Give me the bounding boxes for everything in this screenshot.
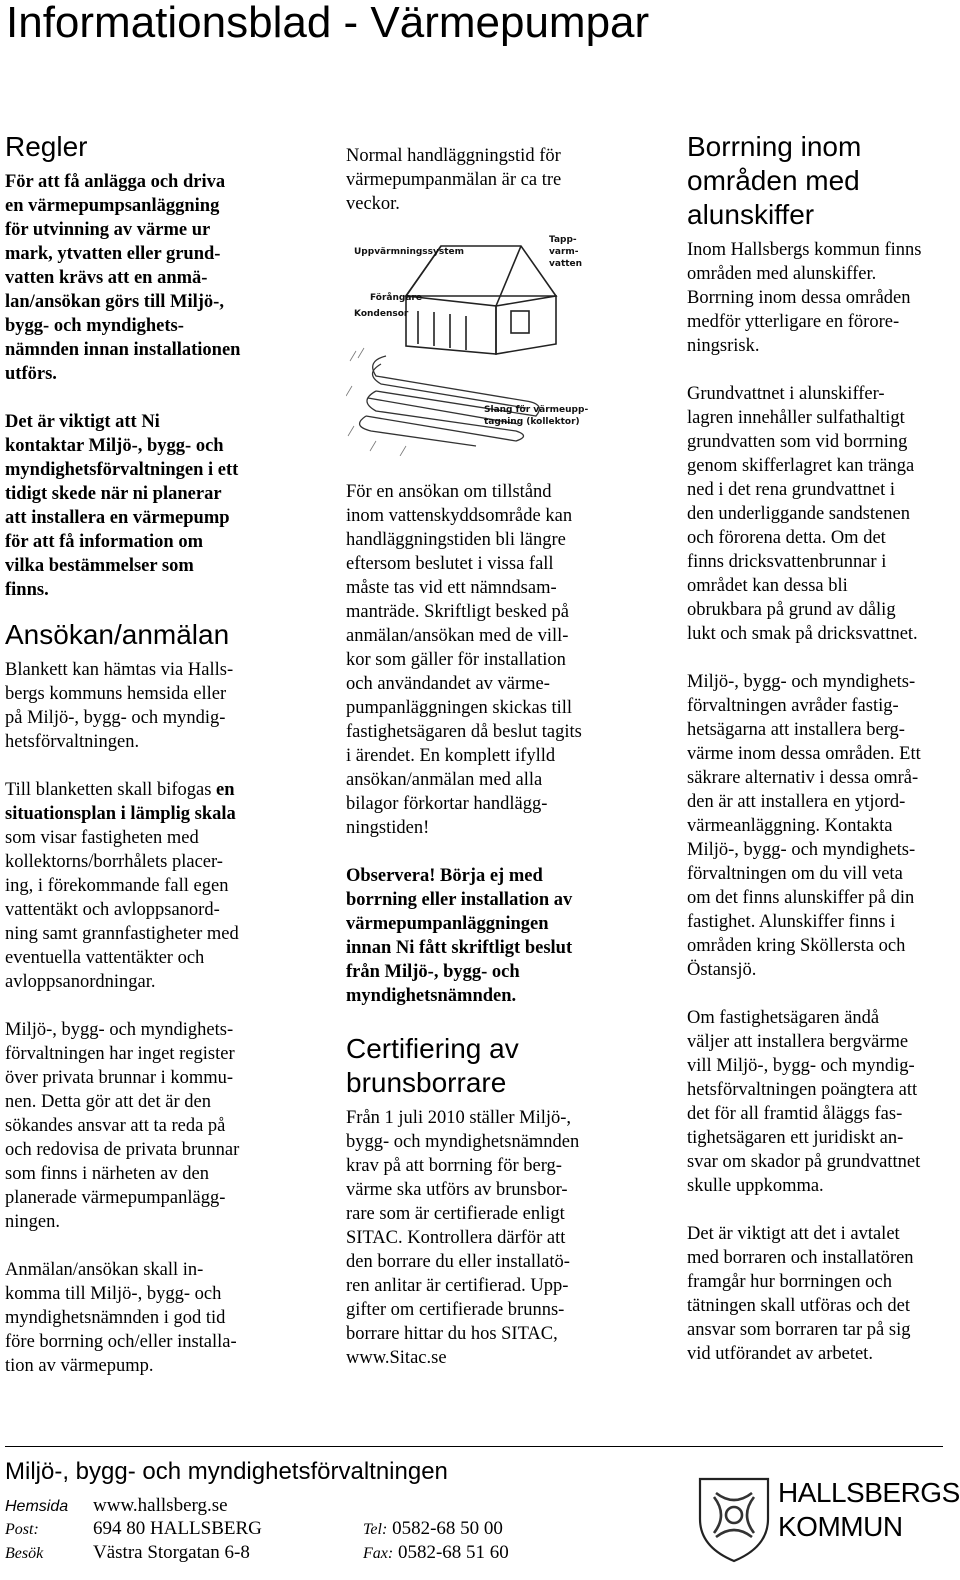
- regler-paragraph-1-text: För att få anlägga och driva en värmepumpsanläggning för utvinning av värme ur mark, ytvatten eller grund- vatten krävs att en anmä- lan/ansökan görs till Miljö-, bygg- och myndighets- nämnden innan installationen utförs.: [5, 172, 241, 384]
- house-drawing: [406, 246, 556, 354]
- page-title: Informationsblad - Värmepumpar: [6, 0, 650, 47]
- footer-tel: [363, 1517, 503, 1542]
- regler-paragraph-2-text: Det är viktigt att Ni kontaktar Miljö-, bygg- och myndighetsförvaltningen i ett tidigt skede när ni planerar att installera en värmepump för att få information om vilka bestämmelser som finns.: [5, 412, 239, 600]
- column-middle: [346, 144, 636, 1394]
- ansokan-paragraph-3: Miljö-, bygg- och myndighets- förvaltningen har inget register över privata brunnar i kommu- nen. Detta gör att det är den sökandes ansvar att ta reda på och redovisa de privata brunnar som finns i närheten av den planerade värmepumpanlägg- ningen.: [5, 1020, 240, 1232]
- logo-text-line-2: KOMMUN: [778, 1511, 903, 1542]
- footer-tel-value: 0582-68 50 00: [392, 1518, 503, 1539]
- diagram-label-slang-1: Slang för värmeupp-: [484, 405, 589, 415]
- ansokan-paragraph-1: Blankett kan hämtas via Halls- bergs kommuns hemsida eller på Miljö-, bygg- och myndig- hetsförvaltningen.: [5, 660, 234, 752]
- footer-row-hemsida: [5, 1494, 363, 1519]
- footer-row-post: [5, 1517, 503, 1542]
- alunskiffer-paragraph-1: Inom Hallsbergs kommun finns områden med alunskiffer. Borrning inom dessa områden medför ytterligare en förore- ningsrisk.: [687, 240, 922, 356]
- diagram-label-slang-2: tagning (kollektor): [484, 417, 580, 427]
- heat-pump-diagram: [346, 226, 596, 456]
- footer-fax-label: Fax:: [363, 1545, 394, 1562]
- footer-row-besok: [5, 1541, 509, 1566]
- diagram-label-kondensor: Kondensor: [354, 309, 409, 319]
- heading-certifiering: Certifiering av brunsborrare: [346, 1033, 519, 1098]
- footer-post-label: Post:: [5, 1521, 39, 1538]
- ansokan-p2-start: Till blanketten skall bifogas: [5, 780, 217, 800]
- diagram-label-forangare: Förångare: [370, 293, 422, 303]
- heading-alunskiffer: Borrning inom områden med alunskiffer: [687, 131, 862, 230]
- hallsberg-coat-of-arms-icon: [696, 1475, 772, 1563]
- ansokan-tillstand-paragraph: För en ansökan om tillstånd inom vattenskyddsområde kan handläggningstiden bli längre eftersom beslutet i vissa fall måste tas vid ett nämndsam- manträde. Skriftligt besked på anmälan/ansökan med de vill- kor som gäller för installation och användandet av värme- pumpanläggningen skickas till fastighetsägaren då beslut tagits i ärendet. En komplett ifylld ansökan/anmälan med alla bilagor förkortar handlägg- ningstiden!: [346, 482, 582, 838]
- footer-organization: Miljö-, bygg- och myndighetsförvaltningen: [5, 1458, 448, 1485]
- footer-fax-value: 0582-68 51 60: [397, 1542, 509, 1563]
- regler-paragraph-1: [5, 170, 295, 386]
- footer-hemsida-link[interactable]: www.hallsberg.se: [93, 1495, 228, 1516]
- diagram-label-tapp-3: vatten: [549, 259, 583, 269]
- column-right: [687, 130, 960, 1390]
- hallsberg-logo-text: [778, 1476, 960, 1544]
- heading-regler: Regler: [5, 131, 88, 162]
- alunskiffer-paragraph-5: Det är viktigt att det i avtalet med borraren och installatören framgår hur borrningen och tätningen skall utföras och det ansvar som borraren tar på sig vid utförandet av arbetet.: [687, 1224, 914, 1364]
- footer-tel-label: Tel:: [363, 1521, 388, 1538]
- footer-hemsida-label: Hemsida: [5, 1498, 69, 1515]
- collector-loops: [360, 356, 540, 446]
- handlaggningstid-paragraph: Normal handläggningstid för värmepumpanmälan är ca tre veckor.: [346, 146, 562, 214]
- ansokan-p2-end: som visar fastigheten med kollektorns/borrhålets placer- ing, i förekommande fall egen vattentäkt och avloppsanord- ning samt grannfastigheter med eventuella vattentäkter och avloppsanordningar.: [5, 828, 239, 992]
- ground-hatching: [346, 348, 406, 456]
- alunskiffer-paragraph-3: Miljö-, bygg- och myndighets- förvaltningen avråder fastig- hetsägarna att installera berg- värme inom dessa områden. Ett säkrare alternativ i dessa områ- den är att installera en ytjord- värmeanläggning. Kontakta Miljö-, bygg- och myndighets- förvaltningen om du vill veta om det finns alunskiffer på din fastighet. Alunskiffer finns i områden kring Sköllersta och Östansjö.: [687, 672, 921, 980]
- ansokan-paragraph-4: Anmälan/ansökan skall in- komma till Miljö-, bygg- och myndighetsnämnden i god tid före borrning och/eller installa- tion av värmepump.: [5, 1260, 237, 1376]
- diagram-label-tapp-1: Tapp-: [549, 235, 577, 245]
- column-left: [5, 130, 295, 1402]
- certifiering-paragraph: Från 1 juli 2010 ställer Miljö-, bygg- och myndighetsnämnden krav på att borrning för berg- värme ska utförs av brunsbor- rare som är certifierade enligt SITAC. Kontrollera därför att den borrare du eller installatö- ren anlitar är certifierad. Upp- gifter om certifierade brunns- borrare hittar du hos SITAC, www.Sitac.se: [346, 1108, 580, 1368]
- alunskiffer-paragraph-4: Om fastighetsägaren ändå väljer att installera bergvärme vill Miljö-, bygg- och myndig- hetsförvaltningen poängtera att det för all framtid åläggs fas- tighetsägaren ett juridiskt an- svar om skador på grundvattnet skulle uppkomma.: [687, 1008, 921, 1196]
- heading-ansokan: Ansökan/anmälan: [5, 619, 230, 650]
- ansokan-p2-bold: en situationsplan i lämplig skala: [5, 780, 236, 824]
- regler-paragraph-2: [5, 410, 295, 602]
- observera-paragraph: [346, 864, 636, 1008]
- diagram-label-system: Uppvärmningssystem: [354, 247, 465, 257]
- logo-text-line-1: HALLSBERGS: [778, 1477, 960, 1508]
- alunskiffer-paragraph-2: Grundvattnet i alunskiffer- lagren innehåller sulfathaltigt grundvatten som vid borrning genom skifferlagret kan tränga ned i det rena grundvattnet i den underliggande sandstenen och förorena detta. Om det finns dricksvattenbrunnar i området kan dessa bli obrukbara på grund av dålig lukt och smak på dricksvattnet.: [687, 384, 918, 644]
- diagram-label-tapp-2: varm-: [549, 247, 579, 257]
- footer-divider: [5, 1446, 943, 1447]
- footer-fax: [363, 1541, 509, 1566]
- footer-besok-label: Besök: [5, 1545, 44, 1562]
- ansokan-paragraph-2: [5, 778, 295, 994]
- footer-post-value: 694 80 HALLSBERG: [93, 1518, 262, 1539]
- footer-besok-value: Västra Storgatan 6-8: [93, 1542, 250, 1563]
- observera-text: Observera! Börja ej med borrning eller installation av värmepumpanläggningen innan Ni fått skriftligt beslut från Miljö-, bygg- och myndighetsnämnden.: [346, 866, 573, 1006]
